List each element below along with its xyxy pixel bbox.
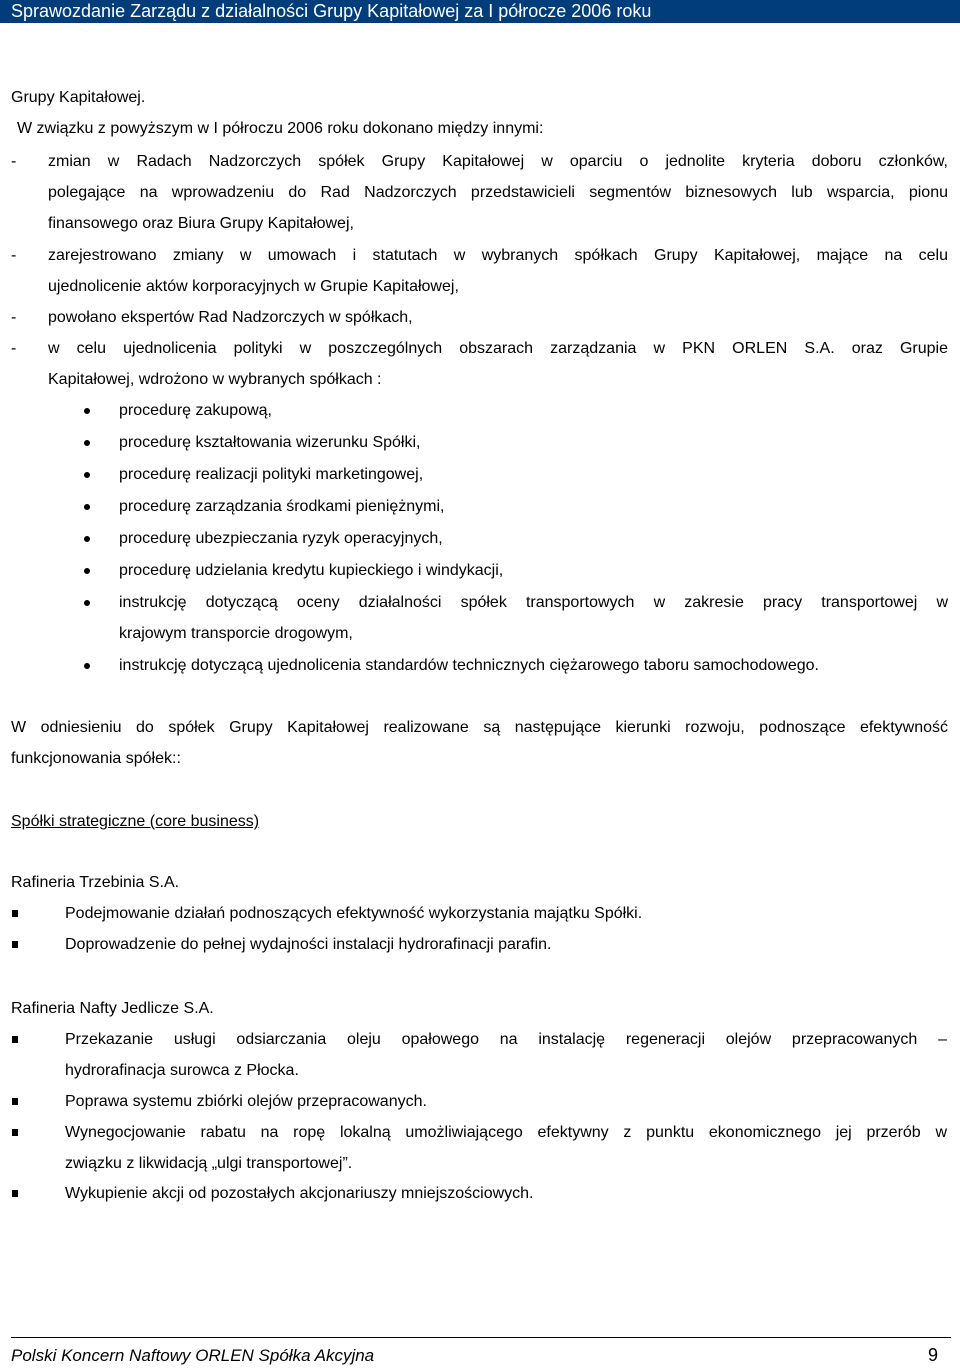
jedlicze-item-3-line-2: związku z likwidacją „ulgi transportowej”. (65, 1155, 353, 1172)
dash-item-1-line-2: polegające na wprowadzeniu do Rad Nadzorczych przedstawicieli segmentów biznesowych lub wsparcia, pionu (48, 184, 948, 201)
jedlicze-item-3-line-1: Wynegocjowanie rabatu na ropę lokalną umożliwiającego efektywny z punktu ekonomicznego jej przerób w (65, 1124, 947, 1141)
document-header-title: Sprawozdanie Zarządu z działalności Grupy Kapitałowej za I półrocze 2006 roku (11, 1, 652, 21)
dash-item-2-line-1: zarejestrowano zmiany w umowach i statutach w wybranych spółkach Grupy Kapitałowej, mające na celu (48, 247, 948, 264)
bullet-icon (84, 568, 90, 574)
square-bullet-icon (12, 941, 18, 948)
procedure-item-8: instrukcję dotyczącą ujednolicenia standardów technicznych ciężarowego taboru samochodowego. (119, 657, 819, 674)
bullet-icon (84, 472, 90, 478)
directions-line-1: W odniesieniu do spółek Grupy Kapitałowej realizowane są następujące kierunki rozwoju, podnoszące efektywność (11, 719, 948, 736)
dash-marker: - (11, 309, 17, 326)
jedlicze-item-2: Poprawa systemu zbiórki olejów przepracowanych. (65, 1093, 427, 1110)
square-bullet-icon (12, 1129, 18, 1136)
procedure-item-1: procedurę zakupową, (119, 402, 272, 419)
bullet-icon (84, 536, 90, 542)
dash-item-4-line-1: w celu ujednolicenia polityki w poszczególnych obszarach zarządzania w PKN ORLEN S.A. oraz Grupie (48, 340, 948, 357)
square-bullet-icon (12, 910, 18, 917)
square-bullet-icon (12, 1036, 18, 1043)
intro-line-2: W związku z powyższym w I półroczu 2006 roku dokonano między innymi: (17, 120, 544, 137)
procedure-item-4: procedurę zarządzania środkami pieniężnymi, (119, 498, 445, 515)
page-number: 9 (928, 1345, 939, 1365)
dash-item-1-line-1: zmian w Radach Nadzorczych spółek Grupy Kapitałowej w oparciu o jednolite kryteria doboru członków, (48, 153, 948, 170)
strategic-companies-heading: Spółki strategiczne (core business) (11, 813, 260, 830)
bullet-icon (84, 663, 90, 669)
procedure-item-7-line-1: instrukcję dotyczącą oceny działalności spółek transportowych w zakresie pracy transportowej w (119, 594, 948, 611)
intro-line-1: Grupy Kapitałowej. (11, 89, 146, 106)
bullet-icon (84, 440, 90, 446)
footer-divider (11, 1337, 951, 1338)
square-bullet-icon (12, 1098, 18, 1105)
bullet-icon (84, 408, 90, 414)
trzebinia-item-2: Doprowadzenie do pełnej wydajności instalacji hydrorafinacji parafin. (65, 936, 552, 953)
company-name-trzebinia: Rafineria Trzebinia S.A. (11, 874, 180, 891)
procedure-item-3: procedurę realizacji polityki marketingowej, (119, 466, 424, 483)
dash-marker: - (11, 340, 17, 357)
bullet-icon (84, 600, 90, 606)
dash-item-3-line-1: powołano ekspertów Rad Nadzorczych w spółkach, (48, 309, 413, 326)
footer-company-name: Polski Koncern Naftowy ORLEN Spółka Akcyjna (11, 1346, 375, 1365)
dash-marker: - (11, 153, 17, 170)
directions-line-2: funkcjonowania spółek:: (11, 750, 181, 767)
jedlicze-item-1-line-2: hydrorafinacja surowca z Płocka. (65, 1062, 299, 1079)
dash-item-2-line-2: ujednolicenie aktów korporacyjnych w Grupie Kapitałowej, (48, 278, 459, 295)
dash-marker: - (11, 247, 17, 264)
procedure-item-5: procedurę ubezpieczania ryzyk operacyjnych, (119, 530, 443, 547)
procedure-item-7-line-2: krajowym transporcie drogowym, (119, 625, 353, 642)
dash-item-4-line-2: Kapitałowej, wdrożono w wybranych spółkach : (48, 371, 382, 388)
square-bullet-icon (12, 1190, 18, 1197)
jedlicze-item-4: Wykupienie akcji od pozostałych akcjonariuszy mniejszościowych. (65, 1185, 534, 1202)
procedure-item-6: procedurę udzielania kredytu kupieckiego i windykacji, (119, 562, 504, 579)
company-name-jedlicze: Rafineria Nafty Jedlicze S.A. (11, 1000, 214, 1017)
procedure-item-2: procedurę kształtowania wizerunku Spółki, (119, 434, 421, 451)
trzebinia-item-1: Podejmowanie działań podnoszących efektywność wykorzystania majątku Spółki. (65, 905, 643, 922)
jedlicze-item-1-line-1: Przekazanie usługi odsiarczania oleju opałowego na instalację regeneracji olejów przepracowanych – (65, 1031, 947, 1048)
bullet-icon (84, 504, 90, 510)
dash-item-1-line-3: finansowego oraz Biura Grupy Kapitałowej, (48, 215, 354, 232)
document-header-bar (0, 0, 960, 23)
